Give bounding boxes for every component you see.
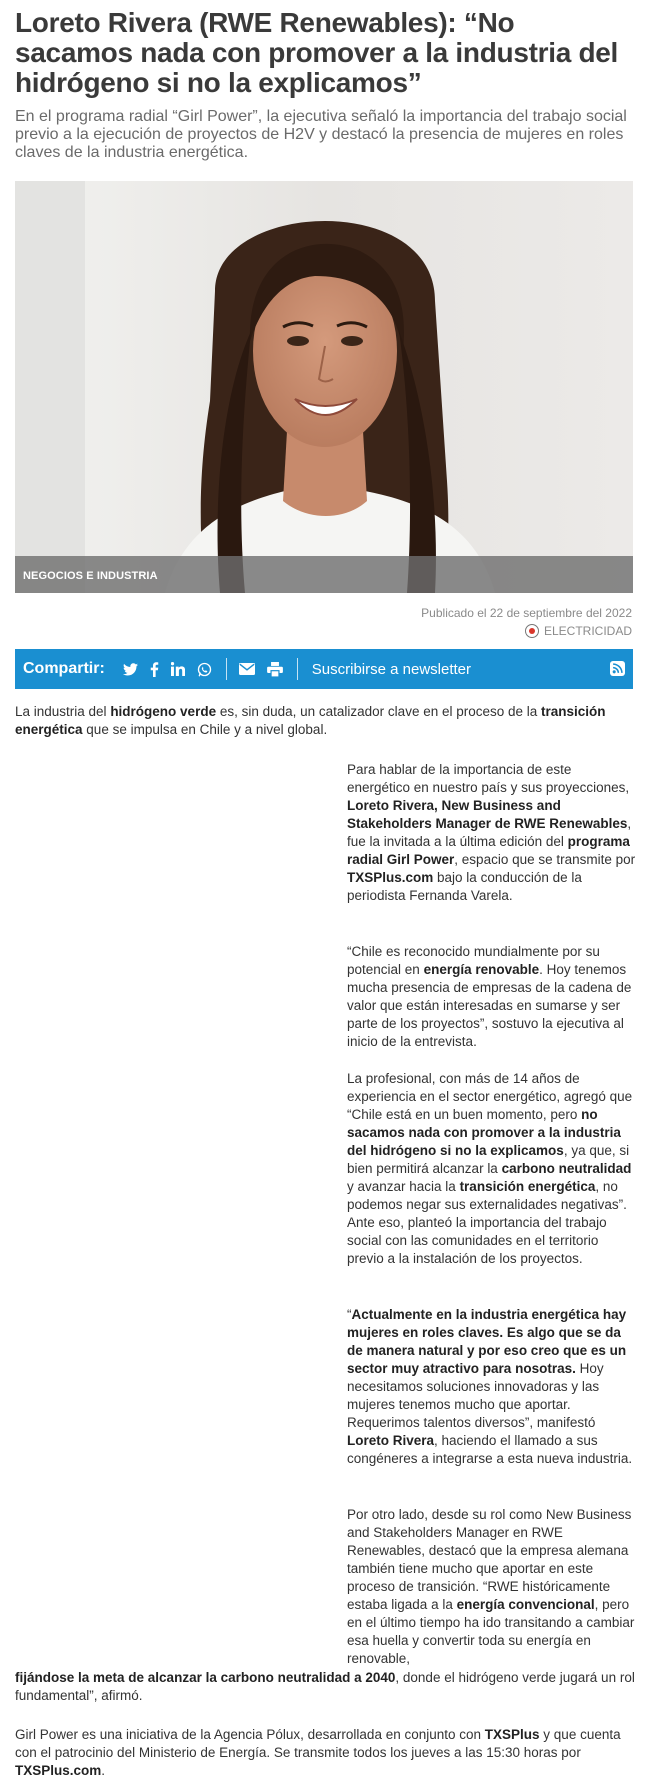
category-tag[interactable] [525, 624, 632, 638]
share-separator [297, 658, 298, 680]
bold-text: carbono neutralidad [501, 1161, 632, 1176]
intro-paragraph: La industria del hidrógeno verde es, sin duda, un catalizador clave en el proceso de la transición energética que se impulsa en Chile y a nivel global. [15, 704, 606, 737]
body-paragraph: La profesional, con más de 14 años de experiencia en el sector energético, agregó que “Chile está en un buen momento, pero no sacamos nada con promover a la industria del hidrógeno si no la explicamos, ya que, si bien permitirá alcanzar la carbono neutralidad y avanzar hacia la transición energética, no podemos negar sus externalidades negativas”. Ante eso, planteó la importancia del trabajo social con las comunidades en el territorio previo a la instalación de los proyectos. [347, 1071, 633, 1266]
body-paragraph: “Chile es reconocido mundialmente por su potencial en energía renovable. Hoy tenemos mucha presencia de empresas de la cadena de valor que están interesadas en sumarse y ser parte de los proyectos”, sostuvo la ejecutiva al inicio de la entrevista. [347, 944, 632, 1049]
email-icon[interactable] [239, 663, 255, 675]
bold-text: no sacamos nada con promover a la industria del hidrógeno si no la explicamos [347, 1107, 621, 1158]
bold-text: Actualmente en la industria energética hay mujeres en roles claves. Es algo que se da de manera natural y por eso creo que es un sector muy atractivo para nosotras. [347, 1307, 627, 1376]
body-paragraph: “Actualmente en la industria energética hay mujeres en roles claves. Es algo que se da de manera natural y por eso creo que es un sector muy atractivo para nosotras. Hoy necesitamos soluciones innovadoras y las mujeres tenemos mucho que aportar. Requerimos talentos diversos”, manifestó Loreto Rivera, haciendo el llamado a sus congéneres a integrarse a esta nueva industria. [347, 1307, 633, 1466]
portrait-illustration [15, 181, 633, 593]
share-label: Compartir: [23, 660, 105, 677]
body-paragraph-continuation: fijándose la meta de alcanzar la carbono neutralidad a 2040, donde el hidrógeno verde jugará un rol fundamental”, afirmó. [15, 1670, 635, 1703]
bold-text: programa radial Girl Power [347, 834, 630, 867]
share-bar [15, 649, 633, 689]
bold-text: Loreto Rivera, New Business and Stakeholders Manager de RWE Renewables [347, 798, 628, 831]
category-label: ELECTRICIDAD [543, 624, 632, 638]
published-date: Publicado el 22 de septiembre del 2022 [421, 606, 632, 620]
facebook-icon[interactable] [150, 662, 159, 677]
whatsapp-icon[interactable] [197, 662, 212, 677]
bold-text: transición energética [15, 704, 606, 737]
print-icon[interactable] [267, 662, 283, 677]
rss-icon[interactable] [610, 661, 625, 676]
hero-image [15, 181, 633, 593]
bold-text: energía renovable [423, 962, 540, 977]
linkedin-icon[interactable] [171, 662, 185, 676]
article-subtitle: En el programa radial “Girl Power”, la ejecutiva señaló la importancia del trabajo social previo a la ejecución de proyectos de H2V y destacó la presencia de mujeres en roles claves de la industria energética. [15, 108, 627, 161]
newsletter-link[interactable]: Suscribirse a newsletter [311, 660, 472, 678]
body-paragraph: Por otro lado, desde su rol como New Business and Stakeholders Manager en RWE Renewables, destacó que la empresa alemana también tiene mucho que aportar en este proceso de transición. “RWE históricamente estaba ligada a la energía convencional, pero en el último tiempo ha ido transitando a cambiar esa huella y convertir toda su energía en renovable, [347, 1507, 635, 1666]
share-separator [226, 658, 227, 680]
bold-text: TXSPlus.com [347, 870, 434, 885]
bold-text: transición energética [459, 1179, 596, 1194]
bold-text: TXSPlus.com [15, 1763, 102, 1778]
closing-paragraph: Girl Power es una iniciativa de la Agencia Pólux, desarrollada en conjunto con TXSPlus y que cuenta con el patrocinio del Ministerio de Energía. Se transmite todos los jueves a las 15:30 horas por TXSPlus.com. [15, 1727, 621, 1778]
bold-text: fijándose la meta de alcanzar la carbono neutralidad a 2040 [15, 1670, 396, 1685]
article-title: Loreto Rivera (RWE Renewables): “No sacamos nada con promover a la industria del hidrógeno si no la explicamos” [15, 7, 619, 98]
twitter-icon[interactable] [123, 663, 138, 676]
bold-text: TXSPlus [484, 1727, 540, 1742]
bold-text: Loreto Rivera [347, 1433, 435, 1448]
section-label[interactable]: NEGOCIOS E INDUSTRIA [23, 570, 158, 582]
bold-text: energía convencional [456, 1597, 595, 1612]
body-paragraph: Para hablar de la importancia de este energético en nuestro país y sus proyecciones, Loreto Rivera, New Business and Stakeholders Manager de RWE Renewables, fue la invitada a la última edición del programa radial Girl Power, espacio que se transmite por TXSPlus.com bajo la conducción de la periodista Fernanda Varela. [347, 762, 636, 903]
category-dot-icon [525, 624, 539, 638]
bold-text: hidrógeno verde [110, 704, 217, 719]
